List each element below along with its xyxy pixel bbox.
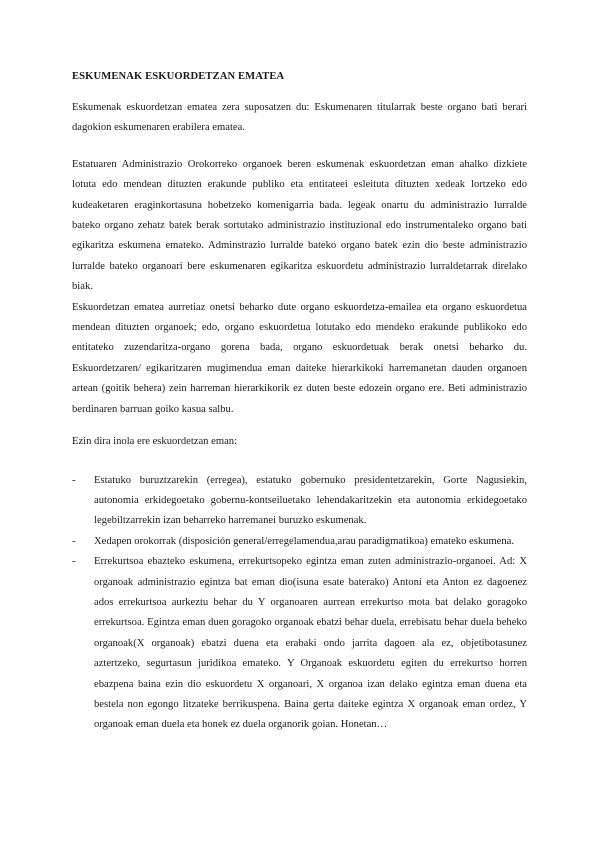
- document-body: [72, 70, 527, 736]
- list-item-text: Errekurtsoa ebazteko eskumena, errekurtsopeko egintza eman zuten administrazio-organoei. Ad: X organoak administrazio egintza bat eman dio(isuna esate baterako) Antoni eta Anton ez dagoenez ados errekurtsoa aurkeztu behar du Y organoaren aurrean errekurtso mota bat delako goragoko errekurtsoa. Egintza eman duen goragoko organoak ebatzi behar duela, errebisatu behar duela beheko organoak(X organoak) ebatzi duena eta erabaki ondo jarrita dagoen ala ez, objetibotasunez aztertzeko, segurtasun juridikoa emateko. Y Organoak eskuordetu egiten du errekurtso horren ebazpena baina ezin dio eskuordetu X organoari, X organoa izan delako egintza eman duena eta bestela non egongo litzateke berrikuspena. Baina gerta daiteke egintza X organoak eman ordez, Y organoak eman duela eta honek ez duela organorik goian. Honetan…: [94, 556, 527, 731]
- list-item: [72, 471, 527, 532]
- bullet-marker: -: [72, 474, 76, 486]
- exclusions-list: [72, 471, 527, 736]
- paragraph-state-administration: Estatuaren Administrazio Orokorreko organoek beren eskumenak eskuordetzan eman ahalko dizkiete lotuta edo mendean dituzten erakunde publiko eta entitateei esleituta dituzten xedeak lortzeko edo kudeaketaren eraginkortasuna hobetzeko komenigarria bada. legeak onartu du administrazio lurralde bateko organo zehatz batek berak sortutako administrazio instituzional edo instrumentaleko organo bati egikaritza eskumena emateko. Adminstrazio lurralde bateko organo batek ezin dio beste administrazio lurralde bateko organoari bere eskumenaren egikaritza eskuordetu administrazio lurraldetarrak direlako biak.: [72, 158, 527, 293]
- bullet-marker: -: [72, 535, 76, 547]
- paragraph-approval: Eskuordetzan ematea aurretiaz onetsi beharko dute organo eskuordetza-emailea eta organo eskuordetua mendean dituzten organoek; edo, organo eskuordetua lotutako edo mendeko erakunde publikoko edo entitateko zuzendaritza-organo gorena bada, organo eskuordetuak berak onetsi beharko du. Eskuordetzaren/ egikaritzaren mugimendua eman daiteke hierarkikoki harremanetan dauden organoen artean (goitik behera) zein harreman hierarkikorik ez duten beste edozein organo ere. Beti administrazio berdinaren barruan goiko kasua salbu.: [72, 301, 527, 415]
- list-item-text: Xedapen orokorrak (disposición general/erregelamendua,arau paradigmatikoa) emateko eskumena.: [94, 535, 515, 547]
- list-item: [72, 532, 527, 552]
- list-item: [72, 552, 527, 736]
- bullet-marker: -: [72, 556, 76, 568]
- paragraph-exclusions-lead: Ezin dira inola ere eskuordetzan eman:: [72, 436, 238, 448]
- paragraph-intro: Eskumenak eskuordetzan ematea zera suposatzen du: Eskumenaren titularrak beste organo bati berari dagokion eskumenaren erabilera ematea.: [72, 102, 527, 134]
- list-item-text: Estatuko buruztzarekin (erregea), estatuko gobernuko presidentetzarekin, Gorte Nagusiekin, autonomia erkidegoetako gobernu-kontseiluetako lehendakaritzekin eta autonomia erkidegoetako legebiltzarrekin izan beharreko harremanei buruzko eskumenak.: [94, 474, 527, 527]
- document-title: ESKUMENAK ESKUORDETZAN EMATEA: [72, 71, 285, 82]
